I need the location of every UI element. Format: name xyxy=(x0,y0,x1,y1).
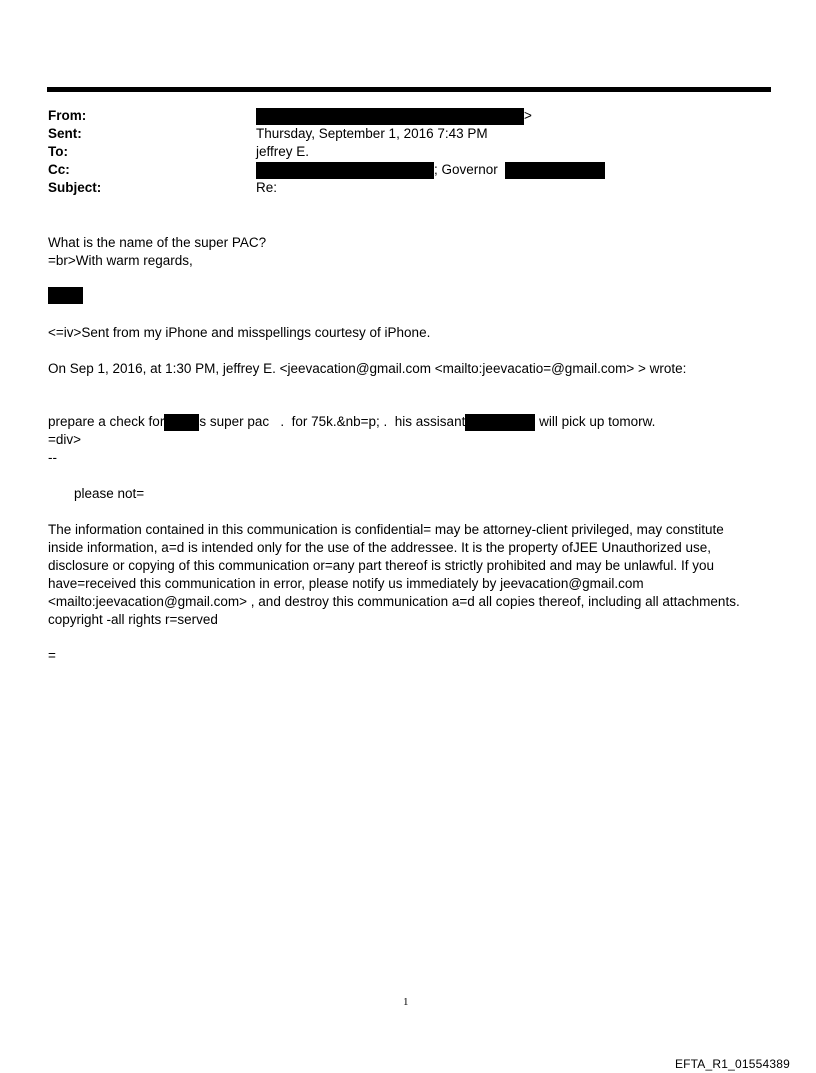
header-rule xyxy=(47,87,771,92)
redaction-block xyxy=(48,287,83,304)
check-text-a: prepare a check for xyxy=(48,414,165,429)
disclaimer-paragraph xyxy=(48,521,768,629)
body-line xyxy=(48,413,655,431)
body-line: -- xyxy=(48,450,57,465)
disclaimer-line: disclosure or copying of this communication or=any part thereof is strictly prohibited and may be unlawful. If you xyxy=(48,558,714,573)
disclaimer-line: <mailto:jeevacation@gmail.com> , and destroy this communication a=d all copies thereof, including all attachments. xyxy=(48,594,740,609)
disclaimer-line: The information contained in this communication is confidential= may be attorney-client privileged, may constitute xyxy=(48,522,724,537)
sent-value: Thursday, September 1, 2016 7:43 PM xyxy=(256,126,488,141)
body-trailer: = xyxy=(48,648,56,663)
cc-value xyxy=(256,162,605,179)
cc-label: Cc: xyxy=(48,162,70,177)
disclaimer-line: inside information, a=d is intended only for the use of the addressee. It is the property ofJEE Unauthorized use, xyxy=(48,540,712,555)
body-line: =br>With warm regards, xyxy=(48,253,193,268)
from-label: From: xyxy=(48,108,87,123)
to-label: To: xyxy=(48,144,68,159)
redaction-block xyxy=(256,108,524,125)
subject-value: Re: xyxy=(256,180,278,195)
cc-governor-text: ; Governor xyxy=(434,162,498,178)
bates-number: EFTA_R1_01554389 xyxy=(674,1057,790,1071)
quoted-header-line: On Sep 1, 2016, at 1:30 PM, jeffrey E. <jeevacation@gmail.com <mailto:jeevacatio=@gmail.com> > wrote: xyxy=(48,361,687,376)
from-suffix: > xyxy=(524,108,532,124)
check-text-b: s super pac . for 75k.&nb=p; . his assisant xyxy=(199,414,466,429)
to-value: jeffrey E. xyxy=(256,144,310,159)
body-line: What is the name of the super PAC? xyxy=(48,235,267,250)
subject-label: Subject: xyxy=(48,180,102,195)
sent-label: Sent: xyxy=(48,126,82,141)
from-value xyxy=(256,108,532,125)
body-line: =div> xyxy=(48,432,82,447)
redaction-block xyxy=(256,162,434,179)
body-line: <=iv>Sent from my iPhone and misspellings courtesy of iPhone. xyxy=(48,325,431,340)
page-number: 1 xyxy=(403,996,409,1008)
redaction-block xyxy=(465,414,535,431)
redaction-block xyxy=(164,414,199,431)
redaction-block xyxy=(505,162,605,179)
body-line: please not= xyxy=(74,486,145,501)
disclaimer-line: copyright -all rights r=served xyxy=(48,612,218,627)
check-text-c: will pick up tomorw. xyxy=(535,414,656,429)
disclaimer-line: have=received this communication in error, please notify us immediately by jeevacation@gmail.com xyxy=(48,576,644,591)
